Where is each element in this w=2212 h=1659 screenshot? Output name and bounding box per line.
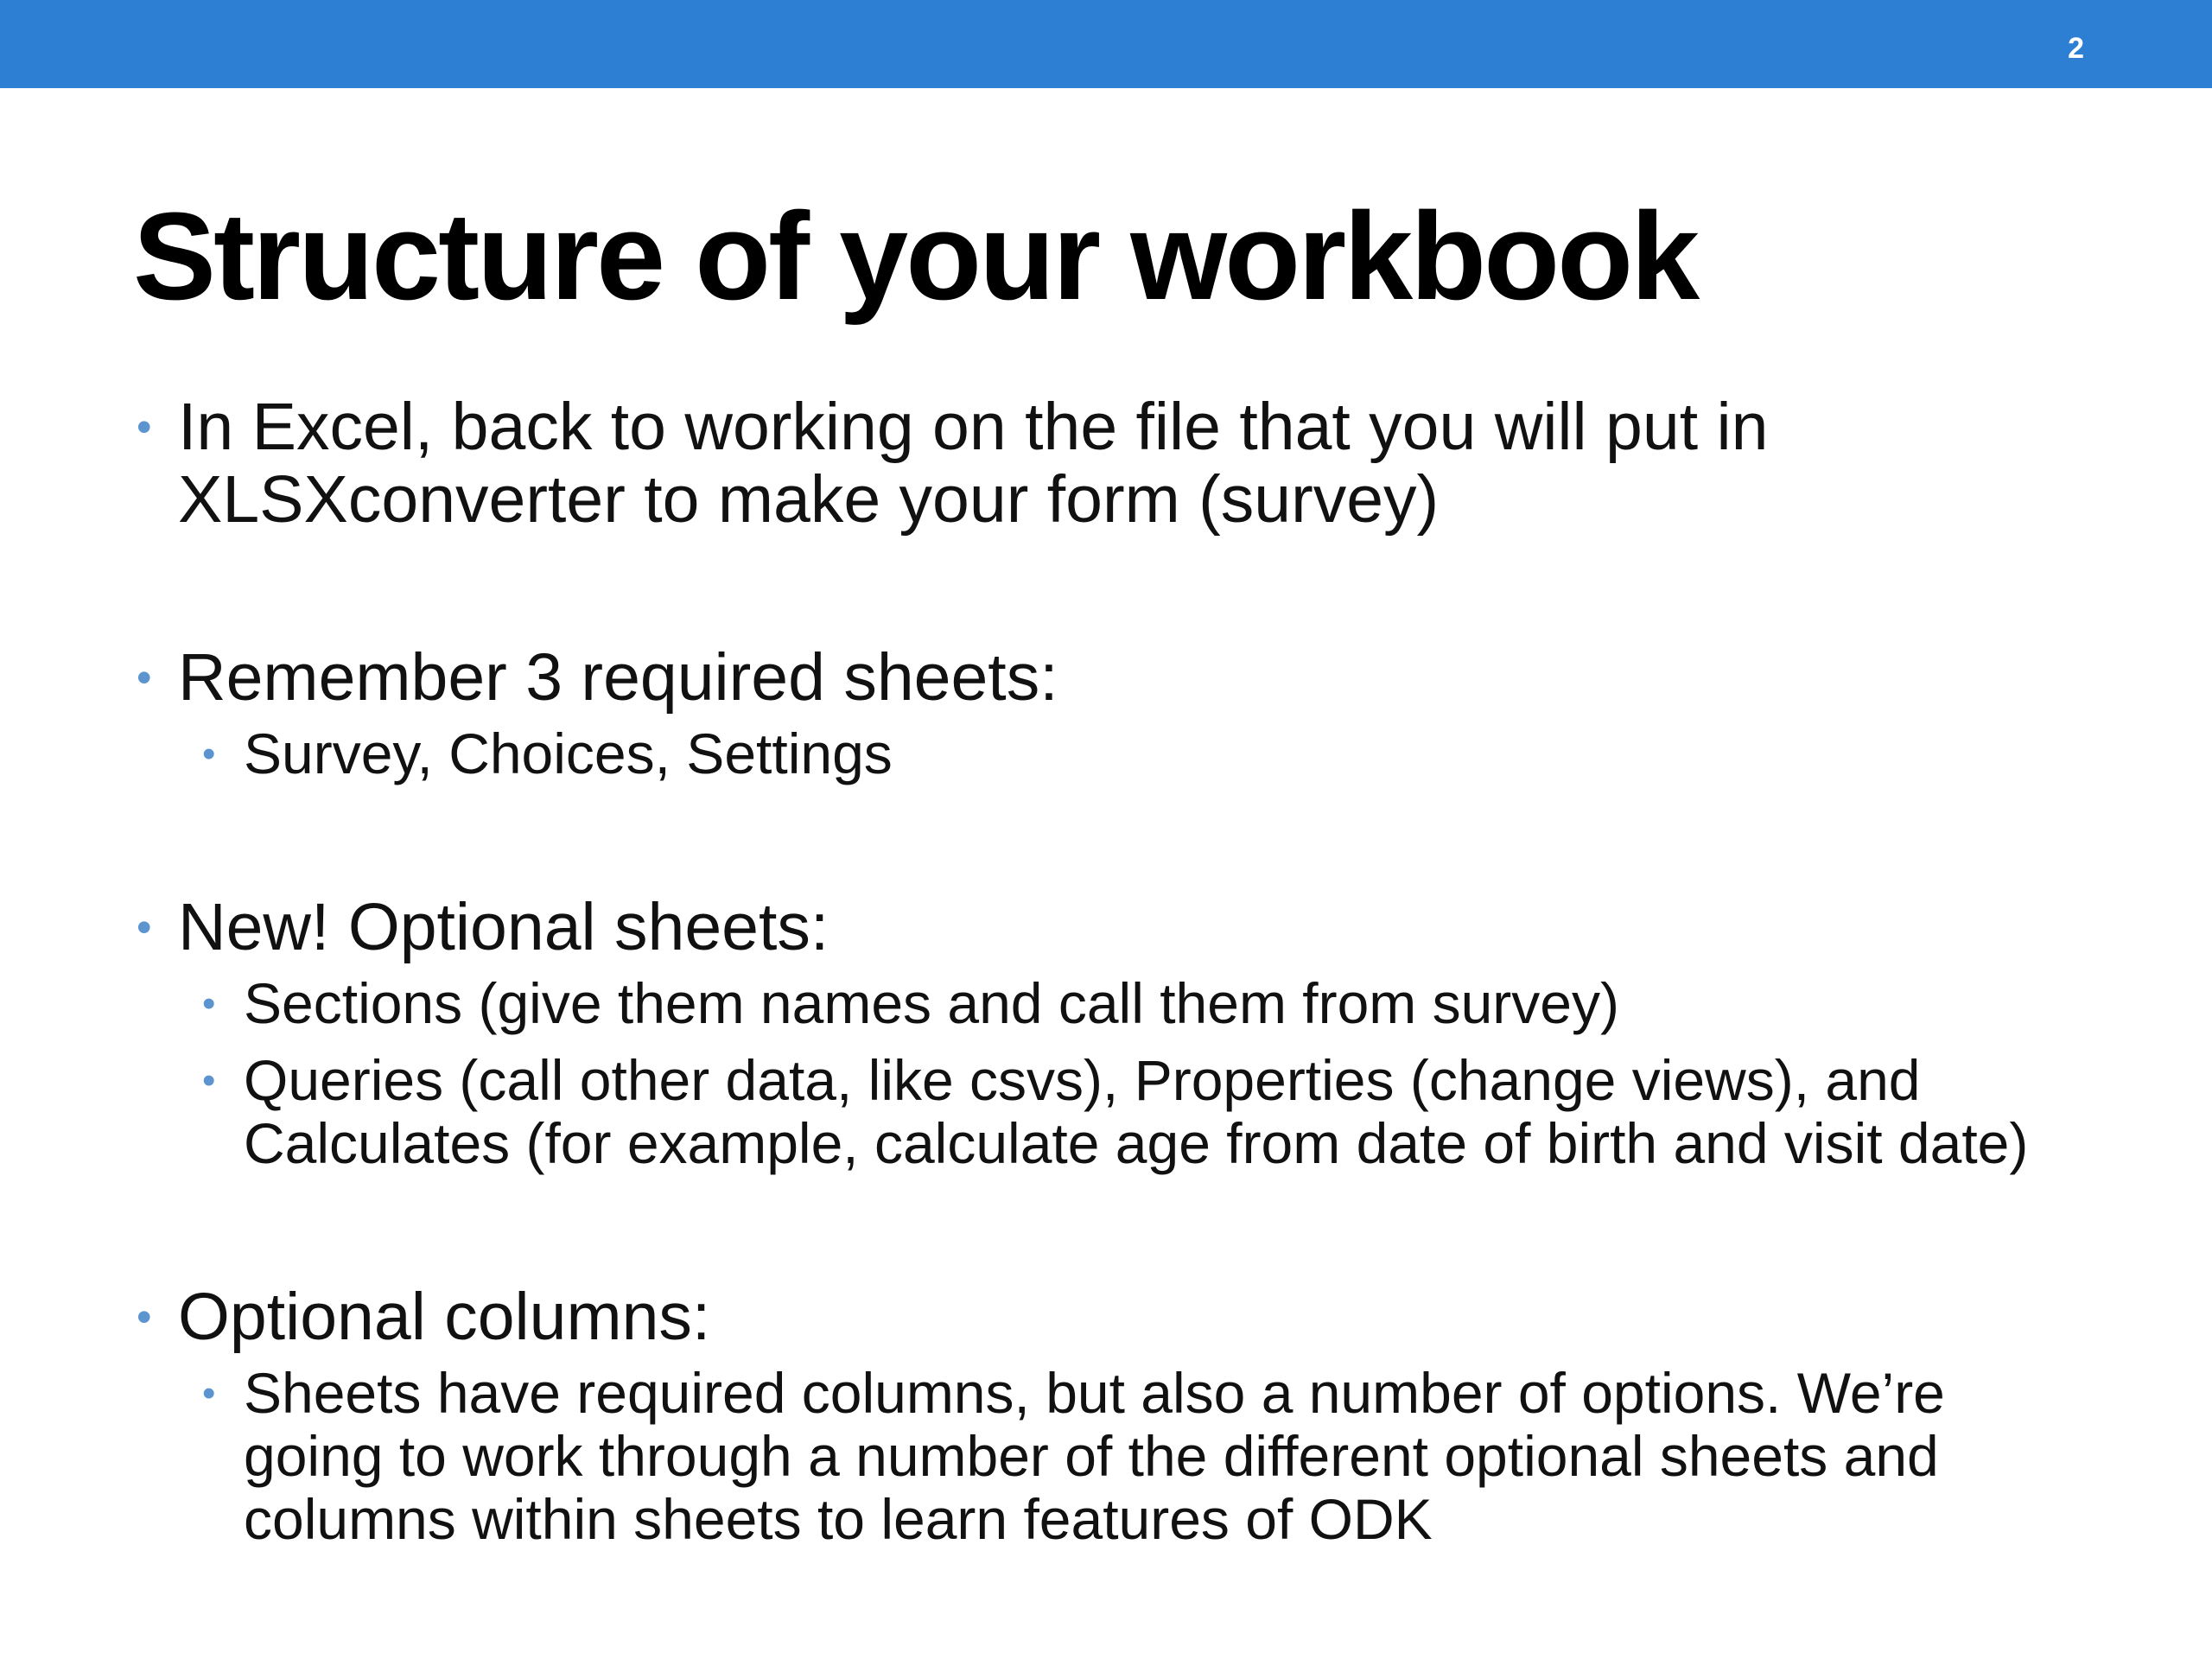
sub-bullet-dot-icon: • — [202, 1372, 216, 1414]
sub-bullet-text: Survey, Choices, Settings — [244, 721, 893, 785]
sub-bullet-item — [178, 972, 2103, 1035]
bullet-dot-icon: • — [137, 403, 152, 451]
sub-bullet-dot-icon: • — [202, 733, 216, 775]
bullet-item — [133, 1281, 2103, 1551]
sub-bullet-list — [178, 1362, 2103, 1551]
sub-bullet-list — [178, 722, 2103, 785]
bullet-text: Remember 3 required sheets: — [178, 640, 1058, 715]
sub-bullet-list — [178, 972, 2103, 1175]
bullet-text: Optional columns: — [178, 1280, 711, 1354]
slide-title: Structure of your workbook — [133, 187, 1698, 326]
header-bar — [0, 0, 2212, 88]
bullet-item — [133, 391, 2103, 536]
sub-bullet-text: Queries (call other data, like csvs), Properties (change views), and Calculates (for example, calculate age from date of birth and visit date) — [244, 1048, 2029, 1175]
bullet-item — [133, 891, 2103, 1175]
bullet-list — [133, 391, 2103, 1551]
sub-bullet-item — [178, 1362, 2103, 1551]
slide-number: 2 — [2068, 32, 2084, 65]
sub-bullet-text: Sheets have required columns, but also a number of options. We’re going to work through a number of the different optional sheets and columns within sheets to learn features of ODK — [244, 1361, 1945, 1551]
bullet-text: In Excel, back to working on the file that you will put in XLSXconverter to make your form (survey) — [178, 390, 1769, 537]
sub-bullet-item — [178, 722, 2103, 785]
bullet-dot-icon: • — [137, 653, 152, 702]
bullet-dot-icon: • — [137, 1293, 152, 1341]
bullet-dot-icon: • — [137, 903, 152, 951]
sub-bullet-dot-icon: • — [202, 982, 216, 1025]
sub-bullet-dot-icon: • — [202, 1059, 216, 1102]
bullet-item — [133, 641, 2103, 785]
sub-bullet-text: Sections (give them names and call them from survey) — [244, 971, 1619, 1035]
bullet-text: New! Optional sheets: — [178, 890, 830, 964]
sub-bullet-item — [178, 1049, 2103, 1175]
